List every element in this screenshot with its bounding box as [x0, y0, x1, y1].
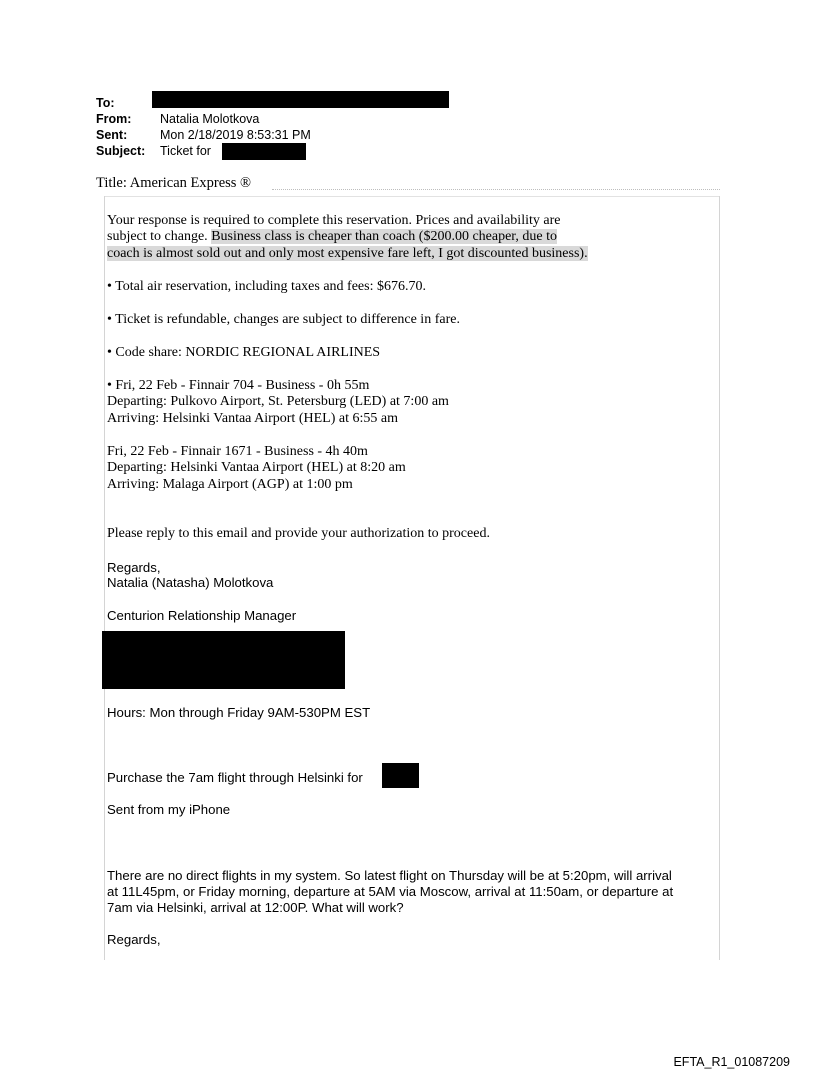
from-row	[96, 112, 259, 126]
to-label: To:	[96, 96, 115, 110]
sent-value: Mon 2/18/2019 8:53:31 PM	[160, 128, 311, 142]
reply-request: Please reply to this email and provide your authorization to proceed.	[107, 526, 490, 541]
signature-role: Centurion Relationship Manager	[107, 608, 297, 623]
title-line: Title: American Express ®	[96, 175, 252, 191]
reply1-sent-from: Sent from my iPhone	[107, 802, 231, 817]
redacted-recipient	[152, 91, 449, 108]
redacted-contact-block	[102, 631, 345, 689]
title-divider	[272, 189, 720, 190]
reply1-text: Purchase the 7am flight through Helsinki for	[107, 770, 363, 785]
intro-line-1: Your response is required to complete this reservation. Prices and availability are	[107, 213, 561, 228]
reply2-line-3: 7am via Helsinki, arrival at 12:00P. What will work?	[107, 900, 404, 915]
bullet-refundable: • Ticket is refundable, changes are subject to difference in fare.	[107, 312, 460, 327]
subject-row	[96, 144, 211, 158]
intro-line-2-plain: subject to change.	[107, 229, 212, 244]
subject-value: Ticket for	[160, 144, 211, 158]
flight2-line-3: Arriving: Malaga Airport (AGP) at 1:00 pm	[107, 477, 353, 492]
from-value: Natalia Molotkova	[160, 112, 260, 126]
intro-line-2-highlight: Business class is cheaper than coach ($200.00 cheaper, due to	[211, 229, 558, 244]
message-frame-right	[719, 196, 720, 960]
sent-label: Sent:	[96, 128, 128, 142]
intro-line-3-highlight: coach is almost sold out and only most expensive fare left, I got discounted business).	[107, 246, 588, 261]
subject-label: Subject:	[96, 144, 146, 158]
sent-row	[96, 128, 311, 142]
to-row	[96, 96, 160, 110]
reply2-line-1: There are no direct flights in my system. So latest flight on Thursday will be at 5:20pm, will arrival	[107, 868, 672, 883]
signature-name: Natalia (Natasha) Molotkova	[107, 575, 274, 590]
document-id: EFTA_R1_01087209	[673, 1055, 790, 1069]
signature-hours: Hours: Mon through Friday 9AM-530PM EST	[107, 705, 371, 720]
redacted-subject	[222, 143, 306, 160]
flight1-line-3: Arriving: Helsinki Vantaa Airport (HEL) at 6:55 am	[107, 411, 398, 426]
message-frame-top	[104, 196, 720, 197]
reply2-regards: Regards,	[107, 932, 161, 947]
message-frame-left	[104, 196, 105, 960]
flight2-line-1: Fri, 22 Feb - Finnair 1671 - Business - 4h 40m	[107, 444, 368, 459]
bullet-total: • Total air reservation, including taxes and fees: $676.70.	[107, 279, 426, 294]
reply2-line-2: at 11L45pm, or Friday morning, departure at 5AM via Moscow, arrival at 11:50am, or departure at	[107, 884, 674, 899]
flight2-line-2: Departing: Helsinki Vantaa Airport (HEL) at 8:20 am	[107, 460, 406, 475]
bullet-codeshare: • Code share: NORDIC REGIONAL AIRLINES	[107, 345, 381, 360]
flight1-line-1: • Fri, 22 Feb - Finnair 704 - Business - 0h 55m	[107, 378, 370, 393]
intro-line-3	[107, 246, 588, 263]
redacted-name	[382, 763, 419, 788]
signature-regards: Regards,	[107, 560, 161, 575]
from-label: From:	[96, 112, 132, 126]
intro-line-2	[107, 229, 557, 246]
flight1-line-2: Departing: Pulkovo Airport, St. Petersburg (LED) at 7:00 am	[107, 394, 449, 409]
